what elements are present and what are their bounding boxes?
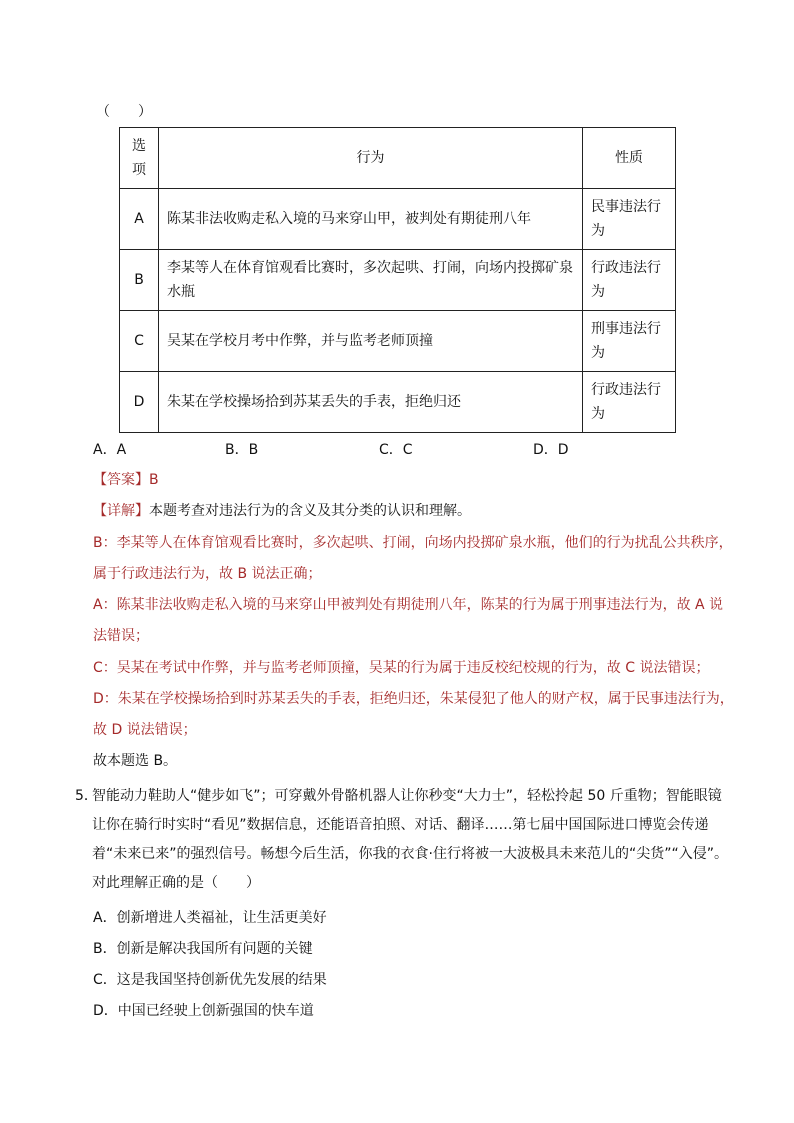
q5-option-b: B．创新是解决我国所有问题的关键 — [93, 941, 313, 957]
behavior-table — [119, 127, 676, 433]
choice-d: D．D — [533, 442, 569, 458]
row-option: A — [120, 189, 159, 250]
detail-line: C：吴某在考试中作弊，并与监考老师顶撞，吴某的行为属于违反校纪校规的行为，故 C 说法错误； — [93, 660, 710, 676]
row-nature: 刑事违法行为 — [583, 311, 676, 372]
header-nature: 性质 — [583, 128, 676, 189]
detail-line: 属于行政违法行为，故 B 说法正确； — [93, 566, 322, 582]
answer-choices — [93, 439, 713, 459]
detail-line: D：朱某在学校操场拾到时苏某丢失的手表，拒绝归还，朱某侵犯了他人的财产权，属于民事违法行为， — [93, 691, 734, 707]
answer-label: 【答案】 — [93, 472, 149, 488]
row-behavior: 陈某非法收购走私入境的马来穿山甲，被判处有期徒刑八年 — [159, 189, 583, 250]
row-nature: 民事违法行为 — [583, 189, 676, 250]
row-behavior: 朱某在学校操场拾到苏某丢失的手表，拒绝归还 — [159, 372, 583, 433]
detail-intro-line — [93, 501, 471, 521]
answer-value: B — [149, 472, 159, 488]
q5-option-d: D．中国已经驶上创新强国的快车道 — [93, 1003, 314, 1019]
question-5 — [75, 782, 735, 898]
table-row — [120, 311, 676, 372]
q5-option-a: A．创新增进人类福祉，让生活更美好 — [93, 910, 327, 926]
detail-line: A：陈某非法收购走私入境的马来穿山甲被判处有期徒刑八年，陈某的行为属于刑事违法行为，故 A 说 — [93, 597, 724, 613]
detail-line: B：李某等人在体育馆观看比赛时，多次起哄、打闹，向场内投掷矿泉水瓶，他们的行为扰乱公共秩序， — [93, 535, 733, 551]
detail-label: 【详解】 — [93, 503, 149, 519]
choice-c: C．C — [379, 442, 413, 458]
question-text: 智能动力鞋助人“健步如飞”；可穿戴外骨骼机器人让你秒变“大力士”，轻松拎起 50 斤重物；智能眼镜让你在骑行时实时“看见”数据信息，还能语音拍照、对话、翻译……第七届中国国际进口博览会传递着“未来已来”的强烈信号。畅想今后生活，你我的衣食·住行将被一大波极具未来范儿的“尖货”“入侵”。对此理解正确的是（ ） — [92, 788, 728, 891]
header-behavior: 行为 — [159, 128, 583, 189]
row-behavior: 李某等人在体育馆观看比赛时，多次起哄、打闹，向场内投掷矿泉水瓶 — [159, 250, 583, 311]
detail-conclusion: 故本题选 B。 — [93, 753, 178, 769]
table-row — [120, 250, 676, 311]
detail-intro: 本题考查对违法行为的含义及其分类的认识和理解。 — [149, 503, 471, 519]
detail-line: 法错误； — [93, 628, 149, 644]
row-option: B — [120, 250, 159, 311]
choice-a: A．A — [93, 442, 127, 458]
row-nature: 行政违法行为 — [583, 372, 676, 433]
header-option: 选 项 — [120, 128, 159, 189]
question-parentheses: （ ） — [96, 104, 152, 120]
row-option: C — [120, 311, 159, 372]
row-behavior: 吴某在学校月考中作弊，并与监考老师顶撞 — [159, 311, 583, 372]
table-row — [120, 372, 676, 433]
row-option: D — [120, 372, 159, 433]
q5-option-c: C．这是我国坚持创新优先发展的结果 — [93, 972, 327, 988]
row-nature: 行政违法行为 — [583, 250, 676, 311]
answer-line — [93, 470, 159, 490]
question-number: 5． — [75, 788, 98, 804]
detail-line: 故 D 说法错误； — [93, 722, 197, 738]
choice-b: B．B — [225, 442, 259, 458]
table-row — [120, 189, 676, 250]
table-header-row — [120, 128, 676, 189]
